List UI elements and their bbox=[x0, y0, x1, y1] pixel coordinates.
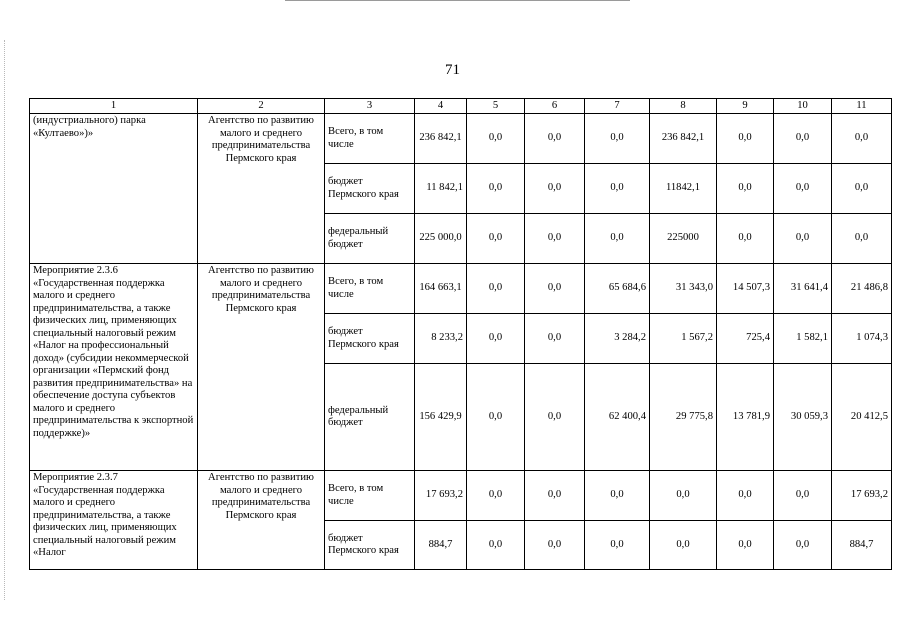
amount-cell: 3 284,2 bbox=[585, 314, 650, 364]
responsible-agency: Агентство по развитию малого и среднего предпринимательства Пермского края bbox=[198, 114, 325, 264]
amount-cell: 164 663,1 bbox=[415, 264, 467, 314]
amount-cell: 0,0 bbox=[467, 521, 525, 570]
amount-cell: 0,0 bbox=[467, 314, 525, 364]
measure-name: (индустриального) парка «Култаево»)» bbox=[30, 114, 198, 264]
funding-source: Всего, в том числе bbox=[325, 264, 415, 314]
amount-cell: 0,0 bbox=[467, 214, 525, 264]
table-row bbox=[30, 114, 892, 164]
amount-cell: 156 429,9 bbox=[415, 364, 467, 471]
amount-cell: 14 507,3 bbox=[717, 264, 774, 314]
funding-source: федеральный бюджет bbox=[325, 364, 415, 471]
amount-cell: 17 693,2 bbox=[415, 471, 467, 521]
amount-cell: 236 842,1 bbox=[650, 114, 717, 164]
amount-cell: 0,0 bbox=[525, 364, 585, 471]
amount-cell: 1 582,1 bbox=[774, 314, 832, 364]
page-number: 71 bbox=[445, 62, 460, 78]
amount-cell: 236 842,1 bbox=[415, 114, 467, 164]
measure-name: Мероприятие 2.3.7 «Государственная поддержка малого и среднего предпринимательства, а также физических лиц, применяющих специальный налоговый режим «Налог bbox=[30, 471, 198, 570]
amount-cell: 0,0 bbox=[525, 114, 585, 164]
amount-cell: 0,0 bbox=[832, 164, 892, 214]
column-number: 4 bbox=[415, 99, 467, 114]
amount-cell: 1 567,2 bbox=[650, 314, 717, 364]
amount-cell: 0,0 bbox=[585, 114, 650, 164]
column-number: 7 bbox=[585, 99, 650, 114]
measure-name: Мероприятие 2.3.6 «Государственная поддержка малого и среднего предпринимательства, а также физических лиц, применяющих специальный налоговый режим «Налог на профессиональный доход» (субсидии некоммерческой организации «Пермский фонд развития предпринимательства» на обеспечение доступа субъектов малого и среднего предпринимательства к экспортной поддержке)» bbox=[30, 264, 198, 471]
scan-edge-line bbox=[285, 0, 630, 1]
amount-cell: 62 400,4 bbox=[585, 364, 650, 471]
amount-cell: 0,0 bbox=[525, 471, 585, 521]
funding-source: бюджет Пермского края bbox=[325, 314, 415, 364]
column-number: 8 bbox=[650, 99, 717, 114]
amount-cell: 0,0 bbox=[467, 364, 525, 471]
amount-cell: 11842,1 bbox=[650, 164, 717, 214]
amount-cell: 225000 bbox=[650, 214, 717, 264]
table-row bbox=[30, 264, 892, 314]
amount-cell: 0,0 bbox=[717, 114, 774, 164]
amount-cell: 0,0 bbox=[585, 164, 650, 214]
responsible-agency: Агентство по развитию малого и среднего предпринимательства Пермского края bbox=[198, 264, 325, 471]
amount-cell: 0,0 bbox=[717, 471, 774, 521]
amount-cell: 0,0 bbox=[467, 471, 525, 521]
column-number: 10 bbox=[774, 99, 832, 114]
column-number: 5 bbox=[467, 99, 525, 114]
amount-cell: 0,0 bbox=[585, 521, 650, 570]
responsible-agency: Агентство по развитию малого и среднего предпринимательства Пермского края bbox=[198, 471, 325, 570]
amount-cell: 0,0 bbox=[525, 264, 585, 314]
amount-cell: 29 775,8 bbox=[650, 364, 717, 471]
amount-cell: 1 074,3 bbox=[832, 314, 892, 364]
amount-cell: 20 412,5 bbox=[832, 364, 892, 471]
column-number: 6 bbox=[525, 99, 585, 114]
amount-cell: 11 842,1 bbox=[415, 164, 467, 214]
amount-cell: 0,0 bbox=[774, 214, 832, 264]
amount-cell: 0,0 bbox=[525, 521, 585, 570]
amount-cell: 0,0 bbox=[717, 214, 774, 264]
scan-margin-edge bbox=[4, 40, 5, 600]
amount-cell: 31 343,0 bbox=[650, 264, 717, 314]
amount-cell: 884,7 bbox=[832, 521, 892, 570]
amount-cell: 0,0 bbox=[525, 214, 585, 264]
column-number-row bbox=[30, 99, 892, 114]
column-number: 9 bbox=[717, 99, 774, 114]
amount-cell: 0,0 bbox=[832, 214, 892, 264]
amount-cell: 0,0 bbox=[585, 214, 650, 264]
column-number: 1 bbox=[30, 99, 198, 114]
amount-cell: 225 000,0 bbox=[415, 214, 467, 264]
budget-table bbox=[29, 98, 892, 570]
amount-cell: 0,0 bbox=[525, 314, 585, 364]
amount-cell: 8 233,2 bbox=[415, 314, 467, 364]
amount-cell: 65 684,6 bbox=[585, 264, 650, 314]
amount-cell: 31 641,4 bbox=[774, 264, 832, 314]
amount-cell: 21 486,8 bbox=[832, 264, 892, 314]
amount-cell: 0,0 bbox=[832, 114, 892, 164]
amount-cell: 0,0 bbox=[467, 264, 525, 314]
funding-source: федеральный бюджет bbox=[325, 214, 415, 264]
amount-cell: 0,0 bbox=[774, 164, 832, 214]
funding-source: бюджет Пермского края bbox=[325, 164, 415, 214]
amount-cell: 0,0 bbox=[650, 471, 717, 521]
funding-source: Всего, в том числе bbox=[325, 471, 415, 521]
amount-cell: 0,0 bbox=[525, 164, 585, 214]
funding-source: бюджет Пермского края bbox=[325, 521, 415, 570]
amount-cell: 0,0 bbox=[650, 521, 717, 570]
amount-cell: 0,0 bbox=[774, 471, 832, 521]
amount-cell: 30 059,3 bbox=[774, 364, 832, 471]
column-number: 3 bbox=[325, 99, 415, 114]
amount-cell: 0,0 bbox=[717, 521, 774, 570]
column-number: 11 bbox=[832, 99, 892, 114]
funding-source: Всего, в том числе bbox=[325, 114, 415, 164]
amount-cell: 13 781,9 bbox=[717, 364, 774, 471]
amount-cell: 884,7 bbox=[415, 521, 467, 570]
amount-cell: 0,0 bbox=[585, 471, 650, 521]
amount-cell: 0,0 bbox=[467, 164, 525, 214]
amount-cell: 0,0 bbox=[774, 521, 832, 570]
amount-cell: 0,0 bbox=[717, 164, 774, 214]
amount-cell: 0,0 bbox=[774, 114, 832, 164]
amount-cell: 17 693,2 bbox=[832, 471, 892, 521]
amount-cell: 0,0 bbox=[467, 114, 525, 164]
table-row bbox=[30, 471, 892, 521]
column-number: 2 bbox=[198, 99, 325, 114]
amount-cell: 725,4 bbox=[717, 314, 774, 364]
